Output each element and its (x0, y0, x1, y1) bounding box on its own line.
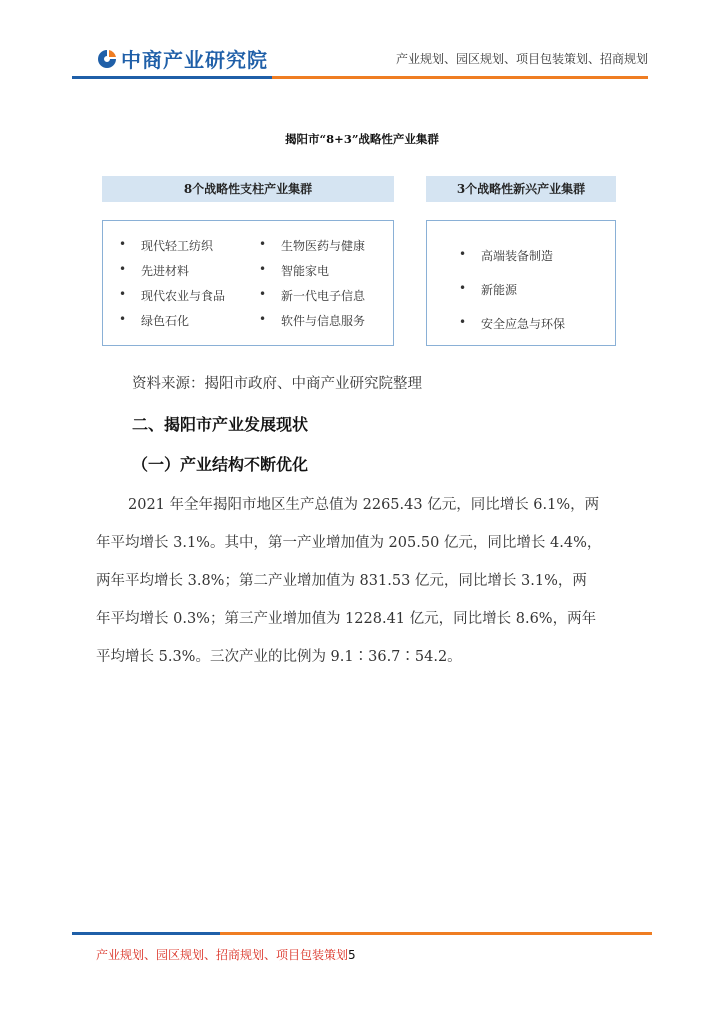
source-note: 资料来源：揭阳市政府、中商产业研究院整理 (132, 376, 422, 392)
footer-rule-blue (72, 932, 220, 935)
figure-title: 揭阳市“8+3”战略性产业集群 (285, 132, 439, 146)
bullet-icon: • (259, 237, 267, 251)
company-logo (96, 44, 268, 73)
list-item: • 绿色石化 (119, 312, 190, 328)
paragraph-line: 平均增长 5.3%。三次产业的比例为 9.1∶36.7∶54.2。 (96, 649, 462, 665)
emerging-clusters-heading: 3个战略性新兴产业集群 (426, 176, 616, 202)
emerging-list (459, 247, 565, 349)
pillar-clusters-box (102, 220, 394, 346)
section-heading: 二、揭阳市产业发展现状 (132, 415, 309, 434)
logo-text: 中商产业研究院 (121, 48, 268, 72)
pillar-clusters-heading: 8个战略性支柱产业集群 (102, 176, 394, 202)
emerging-clusters-box (426, 220, 616, 346)
subsection-heading: （一）产业结构不断优化 (132, 455, 309, 474)
paragraph-line: 两年平均增长 3.8%；第二产业增加值为 831.53 亿元，同比增长 3.1%，两 (96, 573, 587, 589)
header-rule-blue (72, 76, 272, 79)
logo-icon (96, 48, 118, 70)
bullet-icon: • (259, 312, 267, 326)
bullet-icon: • (119, 237, 127, 251)
page-number: 5 (348, 948, 356, 962)
bullet-icon: • (459, 247, 467, 261)
bullet-icon: • (119, 287, 127, 301)
paragraph-line: 2021 年全年揭阳市地区生产总值为 2265.43 亿元，同比增长 6.1%，两 (128, 497, 600, 513)
list-item: • 现代轻工纺织 (119, 237, 214, 253)
footer-tagline: 产业规划、园区规划、招商规划、项目包装策划 (96, 948, 349, 962)
list-item: • 先进材料 (119, 262, 190, 278)
footer-rule-orange (220, 932, 652, 935)
list-item: • 生物医药与健康 (259, 237, 366, 253)
pillar-list-col1 (119, 237, 225, 337)
paragraph-line: 年平均增长 0.3%；第三产业增加值为 1228.41 亿元，同比增长 8.6%，两年 (96, 611, 597, 627)
bullet-icon: • (259, 262, 267, 276)
list-item: • 软件与信息服务 (259, 312, 366, 328)
pillar-list-col2 (259, 237, 365, 337)
bullet-icon: • (459, 281, 467, 295)
list-item: • 智能家电 (259, 262, 330, 278)
list-item: • 安全应急与环保 (459, 315, 566, 331)
bullet-icon: • (119, 312, 127, 326)
page-header (0, 0, 724, 82)
bullet-icon: • (119, 262, 127, 276)
bullet-icon: • (459, 315, 467, 329)
bullet-icon: • (259, 287, 267, 301)
list-item: • 新一代电子信息 (259, 287, 366, 303)
header-rule-orange (272, 76, 648, 79)
list-item: • 高端装备制造 (459, 247, 554, 263)
page-footer (96, 946, 356, 963)
list-item: • 新能源 (459, 281, 518, 297)
body-paragraph (96, 486, 648, 676)
header-tagline: 产业规划、园区规划、项目包装策划、招商规划 (395, 52, 648, 66)
list-item: • 现代农业与食品 (119, 287, 226, 303)
paragraph-line: 年平均增长 3.1%。其中，第一产业增加值为 205.50 亿元，同比增长 4.4%， (96, 535, 602, 551)
